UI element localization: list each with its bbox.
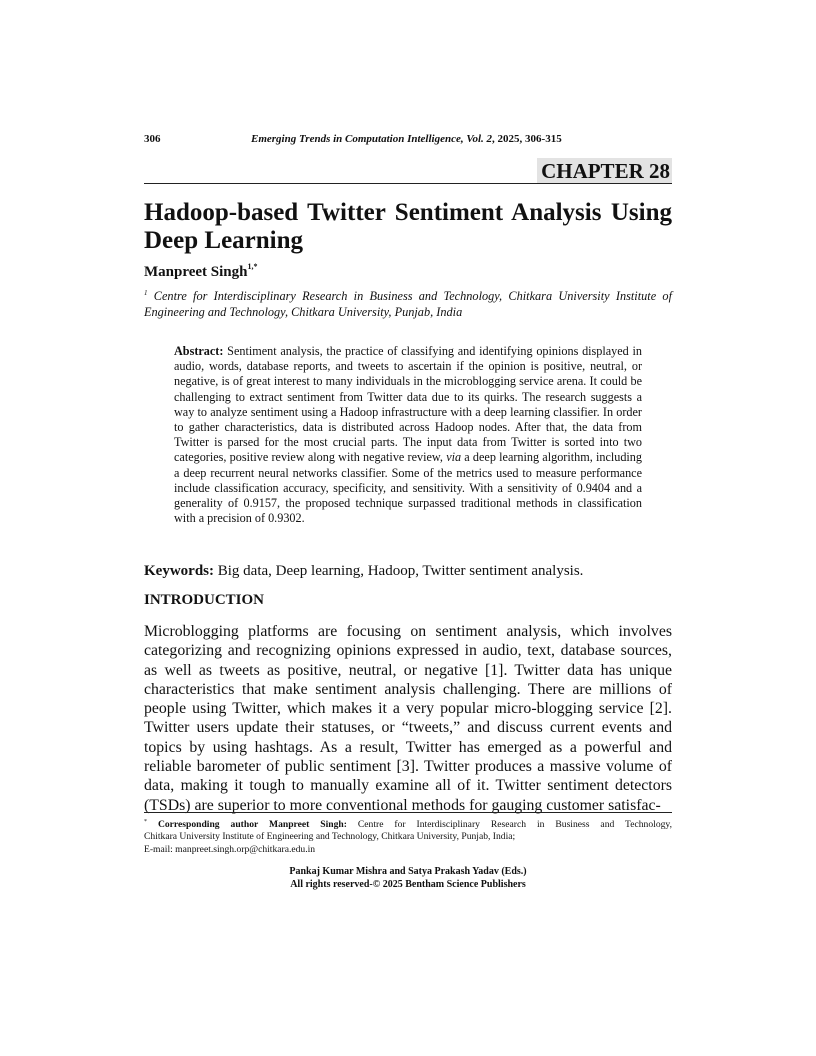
keywords bbox=[144, 563, 583, 580]
editors: Pankaj Kumar Mishra and Satya Prakash Yadav (Eds.) bbox=[289, 866, 527, 877]
keywords-label: Keywords: bbox=[144, 563, 214, 579]
abstract-italic: via bbox=[446, 450, 462, 465]
footnote-mark: * bbox=[144, 819, 147, 825]
abstract-text-1: Sentiment analysis, the practice of classifying and identifying opinions displayed in audio, words, database reports, and tweets to ascertain if the opinion is positive, neutral, or negative, is of great interest to many individuals in the microblogging service arena. It could be challenging to extract sentiment from Twitter data due to its quirks. The research suggests a way to analyze sentiment using a Hadoop infrastructure with a deep learning classifier. In order to gather characteristics, data is distributed across Hadoop nodes. After that, the data from Twitter is parsed for the most crucial parts. The input data from Twitter is sorted into two categories, positive review along with negative review, bbox=[174, 344, 642, 465]
affiliation-text: Centre for Interdisciplinary Research in Business and Technology, Chitkara University Institute of Engineering and Technology, Chitkara University, Punjab, India bbox=[144, 289, 672, 320]
footnote-rule bbox=[144, 812, 672, 813]
title-line-1: Hadoop-based Twitter Sentiment Analysis Using bbox=[144, 199, 672, 226]
journal-citation bbox=[251, 133, 562, 145]
footnote bbox=[144, 816, 672, 856]
affiliation-mark: 1 bbox=[144, 289, 148, 297]
page-number: 306 bbox=[144, 133, 161, 145]
chapter-label: CHAPTER 28 bbox=[537, 158, 672, 183]
footnote-email: E-mail: manpreet.singh.orp@chitkara.edu.in bbox=[144, 843, 316, 855]
header-rule bbox=[144, 183, 672, 184]
publisher-info bbox=[144, 866, 672, 891]
footnote-line-2: Chitkara University Institute of Engineering and Technology, Chitkara University, Punjab, India; bbox=[144, 831, 516, 843]
journal-name: Emerging Trends in Computation Intelligence, Vol. bbox=[251, 133, 487, 145]
affiliation bbox=[144, 285, 672, 320]
section-heading-introduction: INTRODUCTION bbox=[144, 592, 265, 608]
introduction-paragraph: Microblogging platforms are focusing on sentiment analysis, which involves categorizing and recognizing opinions expressed in audio, text, database sources, as well as tweets as positive, neutral, or negative [1]. Twitter data has unique characteristics that make sentiment analysis challenging. There are millions of people using Twitter, which makes it a very popular micro-blogging service [2]. Twitter users update their statuses, or “tweets,” and discuss current events and topics by using hashtags. As a result, Twitter has emerged as a powerful and reliable barometer of public sentiment [3]. Twitter produces a massive volume of data, making it tough to manually examine all of it. Twitter sentiment detectors (TSDs) are superior to more conventional methods for gauging customer satisfac- bbox=[144, 623, 672, 814]
abstract bbox=[174, 344, 642, 526]
author-name: Manpreet Singh bbox=[144, 264, 248, 280]
footnote-line-1-text: Centre for Interdisciplinary Research in Business and Technology, bbox=[346, 819, 672, 831]
copyright: All rights reserved-© 2025 Bentham Science Publishers bbox=[290, 878, 526, 890]
journal-volume: 2 bbox=[486, 133, 493, 145]
paper-title bbox=[144, 199, 672, 255]
author-marks: 1,* bbox=[247, 262, 258, 271]
journal-year-pages: , 2025, 306-315 bbox=[492, 133, 562, 145]
title-line-2: Deep Learning bbox=[144, 227, 304, 254]
footnote-label: Corresponding author Manpreet Singh: bbox=[147, 819, 347, 831]
author bbox=[144, 262, 257, 281]
footnote-line-1 bbox=[144, 816, 672, 831]
keywords-text: Big data, Deep learning, Hadoop, Twitter sentiment analysis. bbox=[214, 563, 584, 579]
abstract-text-2: a deep learning algorithm, including a deep recurrent neural networks classifier. Some of the metrics used to measure performance include classification accuracy, specificity, and sensitivity. With a sensitivity of 0.9404 and a generality of 0.9157, the proposed technique surpassed traditional methods in classification with a precision of 0.9302. bbox=[174, 450, 642, 526]
abstract-label: Abstract: bbox=[174, 344, 224, 358]
